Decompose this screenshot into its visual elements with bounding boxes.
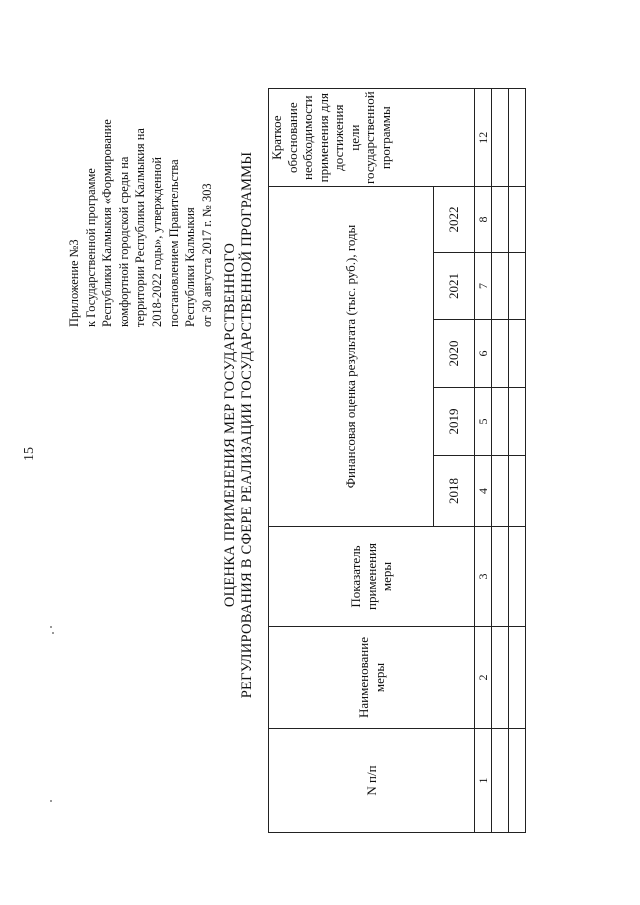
appendix-line: комфортной городской среды на	[116, 156, 131, 327]
table-cell	[509, 320, 526, 388]
appendix-note	[66, 47, 215, 327]
column-number: 2	[475, 627, 492, 729]
table-cell	[492, 388, 509, 456]
header-year: 2021	[434, 253, 475, 320]
table-cell	[509, 187, 526, 253]
table-cell	[492, 253, 509, 320]
column-number: 3	[475, 527, 492, 627]
header-year: 2019	[434, 388, 475, 456]
appendix-line: территории Республики Калмыкия на	[133, 128, 148, 327]
appendix-line: Республики Калмыкия «Формирование	[100, 119, 115, 327]
table-cell	[509, 89, 526, 187]
assessment-table	[268, 88, 526, 833]
table-cell	[492, 729, 509, 833]
header-number: N п/п	[269, 729, 475, 833]
header-measure-name: Наименование меры	[269, 627, 475, 729]
appendix-line: от 30 августа 2017 г. № 303	[199, 183, 214, 327]
page-number: 15	[22, 447, 37, 461]
header-year: 2022	[434, 187, 475, 253]
appendix-line: к Государственной программе	[83, 168, 98, 327]
table-cell	[492, 627, 509, 729]
table-cell	[492, 527, 509, 627]
column-number-row	[475, 89, 492, 833]
appendix-line: 2018-2022 годы», утвержденной	[149, 157, 164, 327]
column-number: 12	[475, 89, 492, 187]
table-row	[492, 89, 509, 833]
table-cell	[509, 627, 526, 729]
appendix-line: постановлением Правительства	[166, 159, 181, 327]
table-cell	[509, 388, 526, 456]
table-cell	[492, 89, 509, 187]
title-line: РЕГУЛИРОВАНИЯ В СФЕРЕ РЕАЛИЗАЦИИ ГОСУДАРСТВЕННОЙ ПРОГРАММЫ	[239, 151, 255, 699]
column-number: 8	[475, 187, 492, 253]
column-number: 4	[475, 456, 492, 527]
appendix-line: Республики Калмыкия	[183, 207, 198, 327]
header-year: 2020	[434, 320, 475, 388]
document-title	[222, 5, 256, 845]
column-number: 7	[475, 253, 492, 320]
table-row	[509, 89, 526, 833]
appendix-line: Приложение №3	[67, 239, 81, 327]
header-financial-assessment: Финансовая оценка результата (тыс. руб.), годы	[269, 187, 434, 527]
column-number: 6	[475, 320, 492, 388]
table-cell	[509, 527, 526, 627]
table-cell	[509, 729, 526, 833]
table-cell	[492, 456, 509, 527]
column-number: 1	[475, 729, 492, 833]
table-cell	[509, 456, 526, 527]
table-cell	[492, 320, 509, 388]
header-justification: Краткое обоснование необходимости применения для достижения цели государственной программы	[269, 89, 475, 187]
title-line: ОЦЕНКА ПРИМЕНЕНИЯ МЕР ГОСУДАРСТВЕННОГО	[222, 242, 238, 608]
table-cell	[492, 187, 509, 253]
table-cell	[509, 253, 526, 320]
column-number: 5	[475, 388, 492, 456]
header-year: 2018	[434, 456, 475, 527]
header-indicator: Показатель применения меры	[269, 527, 475, 627]
